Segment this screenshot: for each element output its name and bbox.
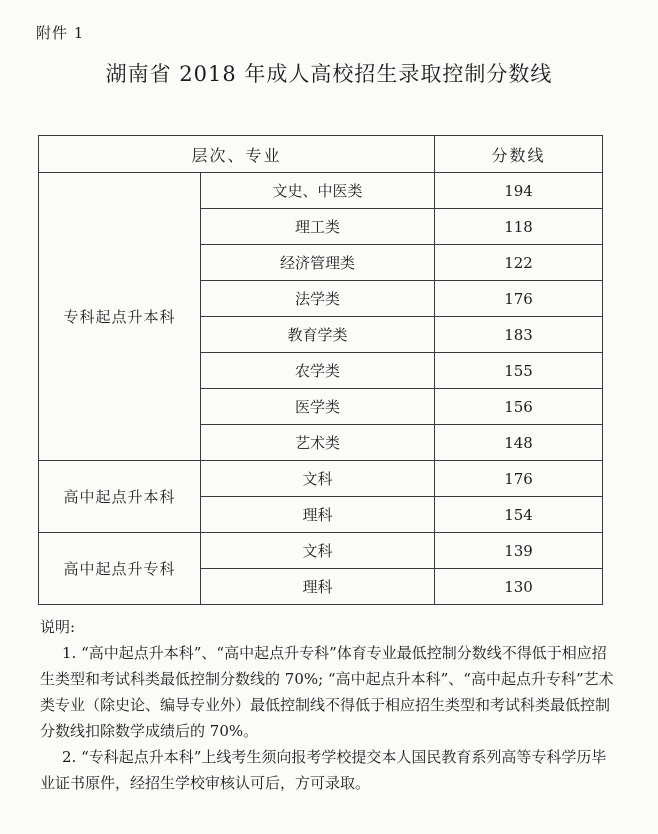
score-cell: 176 (435, 461, 603, 497)
notes-section (40, 614, 615, 796)
level-cell: 高中起点升专科 (39, 533, 201, 605)
level-cell: 专科起点升本科 (39, 173, 201, 461)
page-title: 湖南省 2018 年成人高校招生录取控制分数线 (105, 62, 553, 86)
major-cell: 文科 (201, 461, 435, 497)
score-cell: 148 (435, 425, 603, 461)
table-row (39, 173, 603, 209)
major-cell: 法学类 (201, 281, 435, 317)
score-table (38, 135, 603, 605)
score-cell: 183 (435, 317, 603, 353)
score-cell: 194 (435, 173, 603, 209)
score-cell: 176 (435, 281, 603, 317)
major-cell: 艺术类 (201, 425, 435, 461)
score-cell: 156 (435, 389, 603, 425)
score-cell: 139 (435, 533, 603, 569)
major-cell: 理工类 (201, 209, 435, 245)
major-cell: 教育学类 (201, 317, 435, 353)
score-cell: 118 (435, 209, 603, 245)
major-cell: 理科 (201, 569, 435, 605)
table-row (39, 461, 603, 497)
table-header-row (39, 136, 603, 173)
score-cell: 154 (435, 497, 603, 533)
score-cell: 130 (435, 569, 603, 605)
major-cell: 医学类 (201, 389, 435, 425)
major-cell: 理科 (201, 497, 435, 533)
note-item-2: 2. “专科起点升本科”上线考生须向报考学校提交本人国民教育系列高等专科学历毕业证书原件，经招生学校审核认可后，方可录取。 (40, 748, 607, 792)
table-row (39, 533, 603, 569)
note-item-1: 1. “高中起点升本科”、“高中起点升专科”体育专业最低控制分数线不得低于相应招生类型和考试科类最低控制分数线的 70%; “高中起点升本科”、“高中起点升专科”艺术类专业（除史论、编导专业外）最低控制线不得低于相应招生类型和考试科类最低控制分数线扣除数学成绩后的 70%。 (40, 644, 614, 740)
major-cell: 经济管理类 (201, 245, 435, 281)
score-cell: 155 (435, 353, 603, 389)
score-cell: 122 (435, 245, 603, 281)
header-level-major: 层次、专业 (39, 136, 435, 173)
level-cell: 高中起点升本科 (39, 461, 201, 533)
attachment-label: 附件 1 (36, 24, 85, 42)
major-cell: 文史、中医类 (201, 173, 435, 209)
major-cell: 农学类 (201, 353, 435, 389)
major-cell: 文科 (201, 533, 435, 569)
notes-heading: 说明: (40, 618, 76, 636)
header-score: 分数线 (435, 136, 603, 173)
